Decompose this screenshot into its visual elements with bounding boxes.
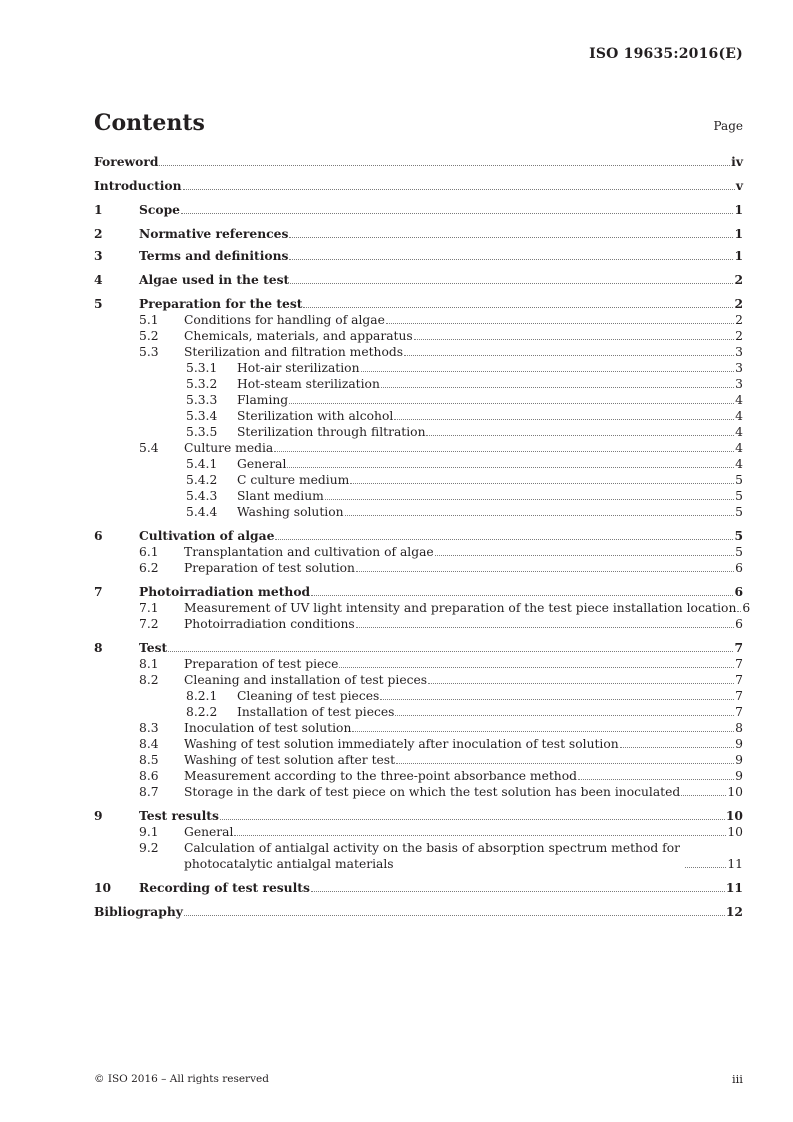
toc-entry-title: Sterilization through filtration — [237, 425, 426, 439]
toc-entry-number: 8.5 — [139, 753, 159, 767]
toc-entry[interactable] — [94, 672, 743, 688]
toc-entry-page: 10 — [727, 825, 743, 839]
toc-entry[interactable] — [94, 640, 743, 656]
toc-entry[interactable] — [94, 880, 743, 896]
toc-entry-page: 4 — [735, 441, 743, 455]
toc-entry[interactable] — [94, 688, 743, 704]
toc-entry-line — [184, 768, 743, 784]
toc-entry-line — [184, 840, 743, 872]
dot-leader — [356, 570, 734, 572]
dot-leader — [620, 746, 734, 748]
dot-leader — [361, 370, 735, 372]
toc-entry-page: 4 — [735, 409, 743, 423]
toc-entry-number: 9.1 — [139, 825, 159, 839]
toc-entry-line — [139, 272, 743, 288]
toc-entry[interactable] — [94, 328, 743, 344]
toc-entry-title: Cleaning of test pieces — [237, 689, 380, 703]
toc-entry-line — [184, 616, 743, 632]
toc-entry[interactable] — [94, 202, 743, 218]
toc-entry[interactable] — [94, 768, 743, 784]
dot-leader — [350, 482, 734, 484]
toc-entry-number: 5.1 — [139, 313, 159, 327]
toc-entry-line — [139, 640, 743, 656]
toc-entry-line — [237, 488, 743, 504]
dot-leader — [578, 778, 734, 780]
toc-entry-title: Algae used in the test — [139, 272, 290, 287]
dot-leader — [352, 730, 734, 732]
dot-leader — [394, 418, 734, 420]
dot-leader — [685, 866, 726, 868]
toc-entry-page: 12 — [725, 904, 743, 919]
toc-entry-line — [184, 600, 751, 616]
dot-leader — [339, 666, 734, 668]
toc-entry-number: 9.2 — [139, 841, 159, 855]
toc-entry-number: 8.6 — [139, 769, 159, 783]
toc-entry-number: 5.3.2 — [186, 377, 218, 391]
toc-entry-page: v — [735, 178, 743, 193]
toc-entry-title: Preparation of test solution — [184, 561, 355, 575]
toc-entry-page: 3 — [735, 345, 743, 359]
toc-entry-title: Preparation for the test — [139, 296, 303, 311]
toc-entry[interactable] — [94, 600, 751, 616]
toc-entry-title: Hot-steam sterilization — [237, 377, 380, 391]
toc-entry-title: Sterilization and filtration methods — [184, 345, 404, 359]
toc-entry-page: 2 — [735, 329, 743, 343]
toc-entry[interactable] — [94, 488, 743, 504]
toc-entry-number: 5.4.3 — [186, 489, 218, 503]
toc-entry-page: iv — [731, 154, 743, 169]
toc-entry-number: 4 — [94, 272, 103, 287]
toc-entry-number: 7.2 — [139, 617, 159, 631]
toc-entry-line — [94, 154, 743, 170]
toc-entry-line — [184, 312, 743, 328]
toc-entry-title: Cleaning and installation of test pieces — [184, 673, 428, 687]
toc-entry[interactable] — [94, 312, 743, 328]
toc-entry-number: 5.4.1 — [186, 457, 218, 471]
toc-entry-line — [237, 376, 743, 392]
toc-entry-line — [237, 392, 743, 408]
toc-entry-line — [139, 528, 743, 544]
toc-entry[interactable] — [94, 752, 743, 768]
dot-leader — [428, 682, 734, 684]
toc-entry-line — [139, 226, 743, 242]
toc-entry[interactable] — [94, 824, 743, 840]
toc-entry-title: Washing of test solution immediately after inoculation of test solution — [184, 737, 619, 751]
toc-entry-title: Measurement of UV light intensity and preparation of the test piece installation location — [184, 601, 737, 615]
toc-entry-line — [237, 688, 743, 704]
document-identifier: ISO 19635:2016(E) — [589, 46, 743, 62]
toc-entry-page: 5 — [735, 473, 743, 487]
toc-entry-number: 2 — [94, 226, 103, 241]
toc-entry[interactable] — [94, 392, 743, 408]
toc-entry-title: Introduction — [94, 178, 182, 193]
toc-entry-page: 5 — [735, 505, 743, 519]
toc-entry[interactable] — [94, 840, 743, 872]
toc-entry-line — [237, 472, 743, 488]
toc-entry-title: Bibliography — [94, 904, 183, 919]
toc-entry-number: 5.3.1 — [186, 361, 218, 375]
toc-entry-title: Conditions for handling of algae — [184, 313, 385, 327]
toc-entry-page: 5 — [734, 528, 743, 543]
toc-entry[interactable] — [94, 584, 743, 600]
toc-entry-number: 8.4 — [139, 737, 159, 751]
toc-entry-line — [184, 672, 743, 688]
toc-entry-page: 11 — [727, 857, 743, 871]
toc-entry[interactable] — [94, 456, 743, 472]
toc-entry-page: 9 — [735, 753, 743, 767]
toc-entry-page: 7 — [734, 640, 743, 655]
toc-entry-title: Hot-air sterilization — [237, 361, 360, 375]
toc-entry-line — [184, 544, 743, 560]
toc-entry-title: Test — [139, 640, 168, 655]
dot-leader — [159, 164, 730, 166]
dot-leader — [380, 698, 734, 700]
toc-entry-title: Recording of test results — [139, 880, 310, 895]
dot-leader — [345, 514, 735, 516]
dot-leader — [275, 538, 733, 540]
toc-entry-title: Slant medium — [237, 489, 324, 503]
dot-leader — [395, 714, 734, 716]
toc-entry-number: 5.4 — [139, 441, 159, 455]
toc-entry-title: Washing solution — [237, 505, 344, 519]
toc-entry-number: 5.3 — [139, 345, 159, 359]
toc-entry-number: 7.1 — [139, 601, 159, 615]
toc-entry-line — [184, 560, 743, 576]
toc-entry-line — [184, 656, 743, 672]
toc-entry-page: 1 — [734, 248, 743, 263]
toc-entry-number: 9 — [94, 808, 103, 823]
toc-entry-line — [184, 736, 743, 752]
toc-entry[interactable] — [94, 560, 743, 576]
toc-entry[interactable] — [94, 248, 743, 264]
table-of-contents — [94, 154, 751, 920]
toc-entry-title: Storage in the dark of test piece on which the test solution has been inoculated — [184, 785, 681, 799]
toc-entry-line — [237, 424, 743, 440]
toc-entry-number: 5.3.5 — [186, 425, 218, 439]
dot-leader — [311, 594, 733, 596]
toc-entry-number: 8.3 — [139, 721, 159, 735]
toc-entry-number: 8.1 — [139, 657, 159, 671]
toc-entry-number: 8.2.1 — [186, 689, 218, 703]
toc-entry-number: 8.2 — [139, 673, 159, 687]
dot-leader — [396, 762, 734, 764]
toc-entry-number: 10 — [94, 880, 112, 895]
dot-leader — [290, 282, 733, 284]
toc-entry[interactable] — [94, 226, 743, 242]
toc-entry-title: Normative references — [139, 226, 289, 241]
dot-leader — [183, 188, 735, 190]
toc-entry-title: Installation of test pieces — [237, 705, 395, 719]
toc-entry-line — [237, 408, 743, 424]
toc-entry-line — [184, 824, 743, 840]
dot-leader — [234, 834, 726, 836]
toc-entry-page: 2 — [734, 272, 743, 287]
toc-entry-number: 6 — [94, 528, 103, 543]
toc-entry-page: 6 — [735, 617, 743, 631]
toc-entry-title: C culture medium — [237, 473, 350, 487]
toc-entry-title: Calculation of antialgal activity on the basis of absorption spectrum method for photocatalytic antialgal materials — [184, 841, 680, 871]
dot-leader — [356, 626, 734, 628]
toc-entry[interactable] — [94, 904, 743, 920]
toc-entry[interactable] — [94, 440, 743, 456]
toc-entry[interactable] — [94, 376, 743, 392]
toc-entry-page: 7 — [735, 689, 743, 703]
toc-entry-page: 5 — [735, 489, 743, 503]
toc-entry-page: 11 — [725, 880, 743, 895]
toc-entry[interactable] — [94, 424, 743, 440]
toc-entry-page: 4 — [735, 425, 743, 439]
dot-leader — [426, 434, 734, 436]
toc-entry-title: Terms and definitions — [139, 248, 289, 263]
toc-entry-title: Preparation of test piece — [184, 657, 339, 671]
toc-entry[interactable] — [94, 616, 743, 632]
toc-entry-line — [139, 202, 743, 218]
toc-entry-line — [139, 296, 743, 312]
toc-entry-title: Foreword — [94, 154, 159, 169]
dot-leader — [181, 212, 733, 214]
toc-entry-number: 6.1 — [139, 545, 159, 559]
toc-entry-page: 6 — [734, 584, 743, 599]
toc-entry[interactable] — [94, 704, 743, 720]
toc-entry-line — [184, 784, 743, 800]
dot-leader — [220, 818, 725, 820]
dot-leader — [289, 236, 733, 238]
toc-entry-line — [94, 178, 743, 194]
toc-entry[interactable] — [94, 360, 743, 376]
toc-entry-page: 3 — [735, 361, 743, 375]
toc-entry-title: Test results — [139, 808, 219, 823]
toc-entry-number: 8 — [94, 640, 103, 655]
toc-entry[interactable] — [94, 808, 743, 824]
toc-entry-page: 9 — [735, 737, 743, 751]
toc-entry[interactable] — [94, 504, 743, 520]
dot-leader — [386, 322, 734, 324]
toc-entry-title: Scope — [139, 202, 180, 217]
toc-entry-line — [184, 328, 743, 344]
toc-entry-page: 8 — [735, 721, 743, 735]
toc-entry-line — [184, 344, 743, 360]
toc-entry-page: 1 — [734, 202, 743, 217]
toc-entry-page: 9 — [735, 769, 743, 783]
toc-entry-title: General — [184, 825, 234, 839]
toc-entry-page: 10 — [725, 808, 743, 823]
toc-entry[interactable] — [94, 720, 743, 736]
toc-entry-page: 4 — [735, 457, 743, 471]
toc-entry[interactable] — [94, 296, 743, 312]
toc-entry[interactable] — [94, 656, 743, 672]
toc-entry-line — [139, 248, 743, 264]
toc-entry-title: Measurement according to the three-point absorbance method — [184, 769, 577, 783]
toc-entry-title: Photoirradiation conditions — [184, 617, 355, 631]
toc-entry-number: 6.2 — [139, 561, 159, 575]
toc-entry-line — [184, 440, 743, 456]
toc-entry-page: 7 — [735, 705, 743, 719]
toc-entry-number: 3 — [94, 248, 103, 263]
toc-entry-title: General — [237, 457, 287, 471]
toc-entry-number: 5 — [94, 296, 103, 311]
toc-entry-title: Flaming — [237, 393, 289, 407]
toc-entry-number: 8.7 — [139, 785, 159, 799]
toc-entry-line — [237, 360, 743, 376]
dot-leader — [303, 306, 733, 308]
toc-entry-page: 4 — [735, 393, 743, 407]
toc-entry-number: 7 — [94, 584, 103, 599]
footer-page-number: iii — [731, 1072, 743, 1086]
toc-entry[interactable] — [94, 344, 743, 360]
toc-entry-number: 5.3.3 — [186, 393, 218, 407]
toc-entry-number: 5.4.2 — [186, 473, 218, 487]
toc-entry-page: 2 — [735, 313, 743, 327]
dot-leader — [381, 386, 734, 388]
toc-entry-line — [237, 504, 743, 520]
toc-entry-page: 2 — [734, 296, 743, 311]
contents-heading: Contents — [94, 110, 205, 136]
toc-entry-title: Washing of test solution after test — [184, 753, 396, 767]
toc-entry[interactable] — [94, 544, 743, 560]
toc-entry-title: Inoculation of test solution — [184, 721, 352, 735]
dot-leader — [325, 498, 734, 500]
toc-entry-page: 7 — [735, 673, 743, 687]
dot-leader — [311, 890, 725, 892]
toc-entry-page: 1 — [734, 226, 743, 241]
toc-entry[interactable] — [94, 178, 743, 194]
dot-leader — [404, 354, 734, 356]
toc-entry-page: 3 — [735, 377, 743, 391]
toc-entry-page: 6 — [735, 561, 743, 575]
page-column-label: Page — [713, 119, 743, 133]
toc-entry-title: Sterilization with alcohol — [237, 409, 394, 423]
toc-entry-number: 5.2 — [139, 329, 159, 343]
toc-entry[interactable] — [94, 528, 743, 544]
toc-entry-number: 5.4.4 — [186, 505, 218, 519]
dot-leader — [287, 466, 734, 468]
toc-entry-line — [237, 456, 743, 472]
dot-leader — [274, 450, 734, 452]
toc-entry-page: 7 — [735, 657, 743, 671]
toc-entry[interactable] — [94, 784, 743, 800]
toc-entry-page: 10 — [727, 785, 743, 799]
dot-leader — [289, 258, 733, 260]
dot-leader — [289, 402, 734, 404]
toc-entry-number: 5.3.4 — [186, 409, 218, 423]
toc-entry[interactable] — [94, 272, 743, 288]
toc-entry-title: Cultivation of algae — [139, 528, 275, 543]
toc-entry-page: 6 — [742, 601, 751, 615]
toc-entry[interactable] — [94, 154, 743, 170]
dot-leader — [184, 914, 725, 916]
toc-entry[interactable] — [94, 408, 743, 424]
copyright-notice: © ISO 2016 – All rights reserved — [94, 1073, 269, 1085]
toc-entry-line — [184, 752, 743, 768]
dot-leader — [737, 610, 741, 612]
toc-entry-page: 5 — [735, 545, 743, 559]
toc-entry-line — [139, 808, 743, 824]
toc-entry-number: 1 — [94, 202, 103, 217]
toc-entry-title: Culture media — [184, 441, 274, 455]
toc-entry-title: Photoirradiation method — [139, 584, 311, 599]
dot-leader — [681, 794, 726, 796]
toc-entry-line — [184, 720, 743, 736]
toc-entry-line — [237, 704, 743, 720]
toc-entry-title: Chemicals, materials, and apparatus — [184, 329, 413, 343]
dot-leader — [414, 338, 734, 340]
dot-leader — [435, 554, 734, 556]
toc-entry[interactable] — [94, 736, 743, 752]
toc-entry-number: 8.2.2 — [186, 705, 218, 719]
toc-entry-line — [139, 880, 743, 896]
toc-entry-title: Transplantation and cultivation of algae — [184, 545, 434, 559]
toc-entry-line — [139, 584, 743, 600]
toc-entry-line — [94, 904, 743, 920]
toc-entry[interactable] — [94, 472, 743, 488]
dot-leader — [168, 650, 733, 652]
